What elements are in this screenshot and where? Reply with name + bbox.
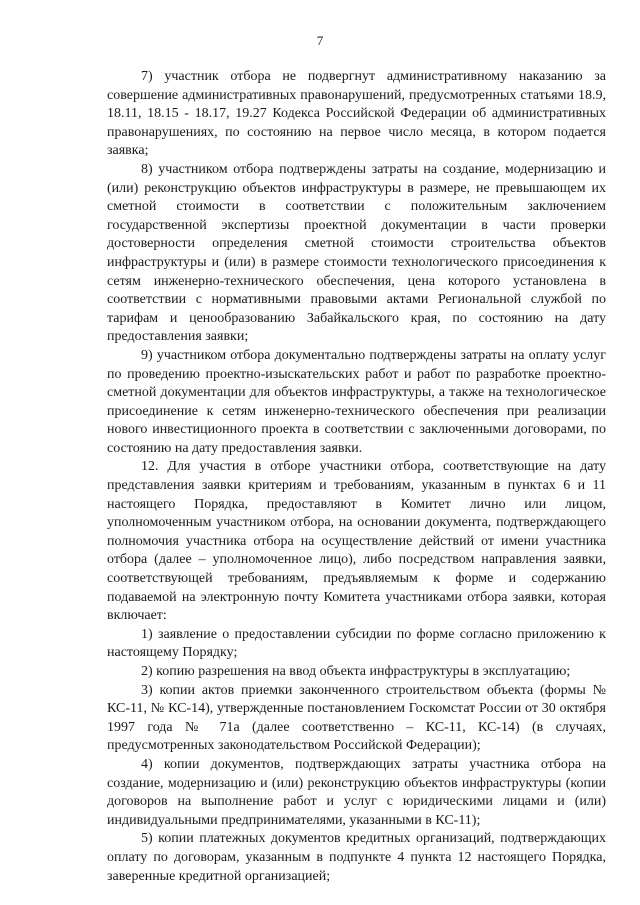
paragraph-item-9: 9) участником отбора документально подтверждены затраты на оплату услуг по проведению проектно-изыскательских работ и работ по разработке проектно-сметной документации для объектов инфраструктуры, а также на технологическое присоединение к сетям инженерно-технического обеспечения при реализации нового инвестиционного проекта в соответствии с заключенными договорами, по состоянию на дату предоставления заявки.	[107, 347, 606, 456]
paragraph-clause-12: 12. Для участия в отборе участники отбора, соответствующие на дату представления заявки критериям и требованиям, указанным в пунктах 6 и 11 настоящего Порядка, предоставляют в Комитет лично или лицом, уполномоченным участником отбора, на основании документа, подтверждающего полномочия участника отбора на осуществление действий от имени участника отбора (далее – уполномоченное лицо), либо посредством направления заявки, соответствующей требованиям, предъявляемым к форме и содержанию подаваемой на электронную почту Комитета участниками отбора заявки, которая включает:	[107, 459, 606, 624]
document-body	[107, 68, 606, 886]
list-item-3: 3) копии актов приемки законченного строительством объекта (формы № КС-11, № КС-14), утвержденные постановлением Госкомстат России от 30 октября 1997 года № 71а (далее соответственно – КС-11, КС-14) (в случаях, предусмотренных законодательством Российской Федерации);	[107, 682, 606, 754]
page-number: 7	[316, 33, 324, 48]
paragraph-item-7: 7) участник отбора не подвергнут административному наказанию за совершение административных правонарушений, предусмотренных статьями 18.9, 18.11, 18.15 - 18.17, 19.27 Кодекса Российской Федерации об административных правонарушениях, по состоянию на первое число месяца, в котором подается заявка;	[107, 69, 606, 159]
list-item-1: 1) заявление о предоставлении субсидии по форме согласно приложению к настоящему Порядку;	[107, 626, 606, 661]
paragraph-item-8: 8) участником отбора подтверждены затраты на создание, модернизацию и (или) реконструкцию объектов инфраструктуры в размере, не превышающем их сметной стоимости в соответствии с положительным заключением государственной экспертизы проектной документации в части проверки достоверности определения сметной стоимости строительства объектов инфраструктуры и (или) в размере стоимости технологического присоединения к сетям инженерно-технического обеспечения, цена которого установлена в соответствии с нормативными правовыми актами Региональной службой по тарифам и ценообразованию Забайкальского края, по состоянию на дату предоставления заявки;	[107, 161, 606, 345]
list-item-5: 5) копии платежных документов кредитных организаций, подтверждающих оплату по договорам, указанным в подпункте 4 пункта 12 настоящего Порядка, заверенные кредитной организацией;	[107, 831, 606, 884]
list-item-4: 4) копии документов, подтверждающих затраты участника отбора на создание, модернизацию и (или) реконструкцию объектов инфраструктуры (копии договоров на выполнение работ и услуг с юридическими лицами и (или) индивидуальными предпринимателями, указанными в КС-11);	[107, 756, 606, 828]
list-item-2: 2) копию разрешения на ввод объекта инфраструктуры в эксплуатацию;	[141, 664, 571, 679]
